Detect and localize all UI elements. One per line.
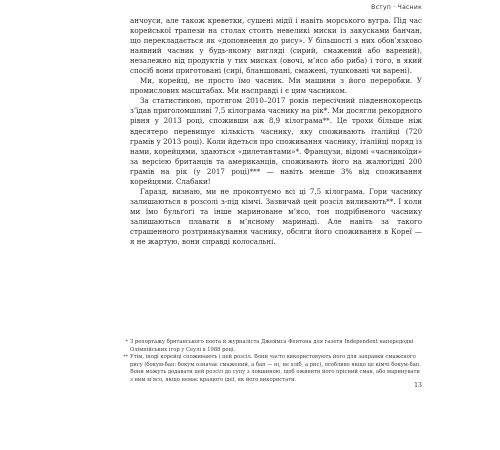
footnote-mark: * <box>125 339 128 345</box>
footnote <box>118 339 422 354</box>
footnote-text: Утім, іноді корейці споживають і цей розсіл. Вони часто використовують його для заправки смаженого рису (бокум-бап: бокум означає смажений, а бап — ні, не хліб, а рис), особливо якщо це кімчі бокум-бап. Вони можуть додавати цей розсіл до супу з локшиною, щоб оживити його прісний смак, або маринувати з ним м’ясо, якщо немає кращого ідеї, як його використати. <box>130 354 421 383</box>
footnote <box>118 354 422 384</box>
paragraph: Гаразд, визнаю, ми не проковтуємо всі ці 7,5 кілограма. Гори часнику залишаються в розсолі з-під кімчі. Зазвичай цей розсіл виливають**. І коли ми їмо бульґоґі та інше мариноване м’ясо, тон подрібненого часнику залишаються плавати в м’ясному маринаді. Але навіть за такого страшенного розтринькування часнику, обсяги його споживання в Кореї — я не жартую, вони справді колосальні. <box>130 186 422 247</box>
footnote-text: З репортажу британського поета й журналіста Джеймса Фентона для газети Independent напередодні Олімпійських ігор у Сеулі в 1988 році. <box>130 339 414 353</box>
footnote-mark: ** <box>123 354 128 361</box>
page-number: 13 <box>414 382 422 389</box>
main-text <box>130 16 422 247</box>
footnotes <box>118 339 422 385</box>
running-head: Вступ · Часник <box>371 4 422 11</box>
paragraph: анчоуси, але також креветки, сушені мідії і навіть морського вугра. Під час корейської трапези на столах стоять невеликі миски із закусками банчан, що перекладається як «доповнення до рису». У більшості з них обов’язково наявний часник у будь-якому вигляді (сирий, смажений або варений), незалежно від продуктів у тих мисках (овочі, м’ясо або риба) і того, в який спосіб вони приготовані (сирі, бланшовані, смажені, тушковані чи варені). <box>130 16 422 76</box>
paragraph: За статистикою, протягом 2010–2017 років пересічний південнокореєць з’їдав приголомшливі 7,5 кілограма часнику на рік*. Ми досягли рекордного рівня у 2013 році, споживши аж 8,9 кілограма**. Це трохи більше ніж вдесятеро перевищує кількість часнику, яку споживають італійці (720 грамів у 2013 році). Коли йдеться про споживання часнику, італійці поряд із нами, корейцями, здаються «дилетантами»*. Французи, відомі «часникоїди» за версією британців та американців, споживають його на жалюгідні 200 грамів на рік (у 2017 році)*** — навіть менше 3% від споживання корейцями. Слабаки! <box>130 96 422 186</box>
paragraph: Ми, корейці, не просто їмо часник. Ми машини з його переробки. У промислових масштабах. Ми насправді і є цим часником. <box>130 76 422 96</box>
